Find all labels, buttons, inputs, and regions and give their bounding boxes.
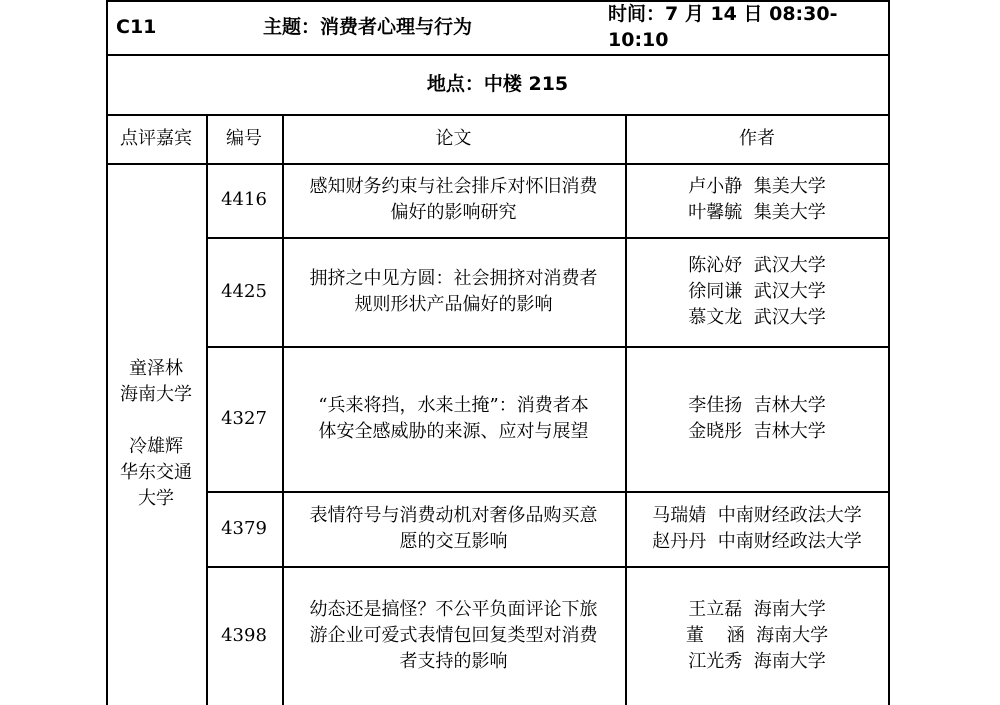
paper-number: 4425 xyxy=(221,280,267,302)
session-code: C11 xyxy=(116,16,157,38)
paper-title-line: 偏好的影响研究 xyxy=(390,202,517,223)
reviewer-affiliation: 海南大学 xyxy=(120,384,192,405)
paper-title-line: 愿的交互影响 xyxy=(399,530,508,552)
paper-title-line: 拥挤之中见方圆：社会拥挤对消费者 xyxy=(309,267,598,289)
author-line: 马瑞婧 中南财经政法大学 xyxy=(652,504,862,526)
paper-title-line: 规则形状产品偏好的影响 xyxy=(354,293,553,315)
paper-title xyxy=(282,237,625,346)
author-line: 慕文龙 武汉大学 xyxy=(688,306,826,328)
paper-title-line: 者支持的影响 xyxy=(399,650,508,672)
reviewer-cell xyxy=(106,163,206,705)
paper-title xyxy=(282,566,625,705)
column-header-authors: 作者 xyxy=(739,127,775,149)
author-line: 陈沁妤 武汉大学 xyxy=(688,254,826,276)
paper-title xyxy=(282,163,625,237)
paper-authors xyxy=(625,346,889,491)
author-line: 江光秀 海南大学 xyxy=(688,650,826,672)
paper-title-line: 感知财务约束与社会排斥对怀旧消费 xyxy=(309,176,598,197)
column-header-number: 编号 xyxy=(226,127,262,149)
reviewer-affiliation: 大学 xyxy=(138,488,174,509)
session-table xyxy=(106,0,889,705)
paper-title-line: 游企业可爱式表情包回复类型对消费 xyxy=(309,624,598,646)
reviewer-name: 冷雄辉 xyxy=(129,436,183,457)
paper-title-line: 幼态还是搞怪？不公平负面评论下旅 xyxy=(309,598,598,620)
column-header-paper: 论文 xyxy=(435,127,472,149)
reviewer-name: 童泽林 xyxy=(129,358,183,379)
author-line: 卢小静 集美大学 xyxy=(688,176,826,197)
paper-title-line: “兵来将挡，水来土掩”：消费者本 xyxy=(318,394,589,416)
paper-authors xyxy=(625,163,889,237)
paper-title xyxy=(282,346,625,491)
paper-number: 4327 xyxy=(221,407,267,429)
paper-number: 4398 xyxy=(221,624,267,646)
paper-title-line: 体安全感威胁的来源、应对与展望 xyxy=(318,420,589,442)
paper-authors xyxy=(625,566,889,705)
author-line: 赵丹丹 中南财经政法大学 xyxy=(652,530,862,552)
author-line: 董 涵 海南大学 xyxy=(685,624,829,646)
author-line: 徐同谦 武汉大学 xyxy=(688,280,826,302)
author-line: 叶馨毓 集美大学 xyxy=(688,202,826,223)
author-line: 李佳扬 吉林大学 xyxy=(688,394,826,416)
paper-authors xyxy=(625,491,889,566)
session-topic: 主题：消费者心理与行为 xyxy=(263,16,473,38)
paper-title xyxy=(282,491,625,566)
session-time: 时间：7 月 14 日 08:30-10:10 xyxy=(608,3,838,51)
session-location: 地点：中楼 215 xyxy=(426,73,569,95)
column-header-reviewer: 点评嘉宾 xyxy=(120,127,192,149)
paper-number: 4379 xyxy=(221,517,267,539)
author-line: 王立磊 海南大学 xyxy=(688,598,826,620)
paper-title-line: 表情符号与消费动机对奢侈品购买意 xyxy=(309,504,598,526)
paper-authors xyxy=(625,237,889,346)
author-line: 金晓彤 吉林大学 xyxy=(688,420,826,442)
paper-number: 4416 xyxy=(221,189,267,210)
reviewer-affiliation: 华东交通 xyxy=(120,462,192,483)
